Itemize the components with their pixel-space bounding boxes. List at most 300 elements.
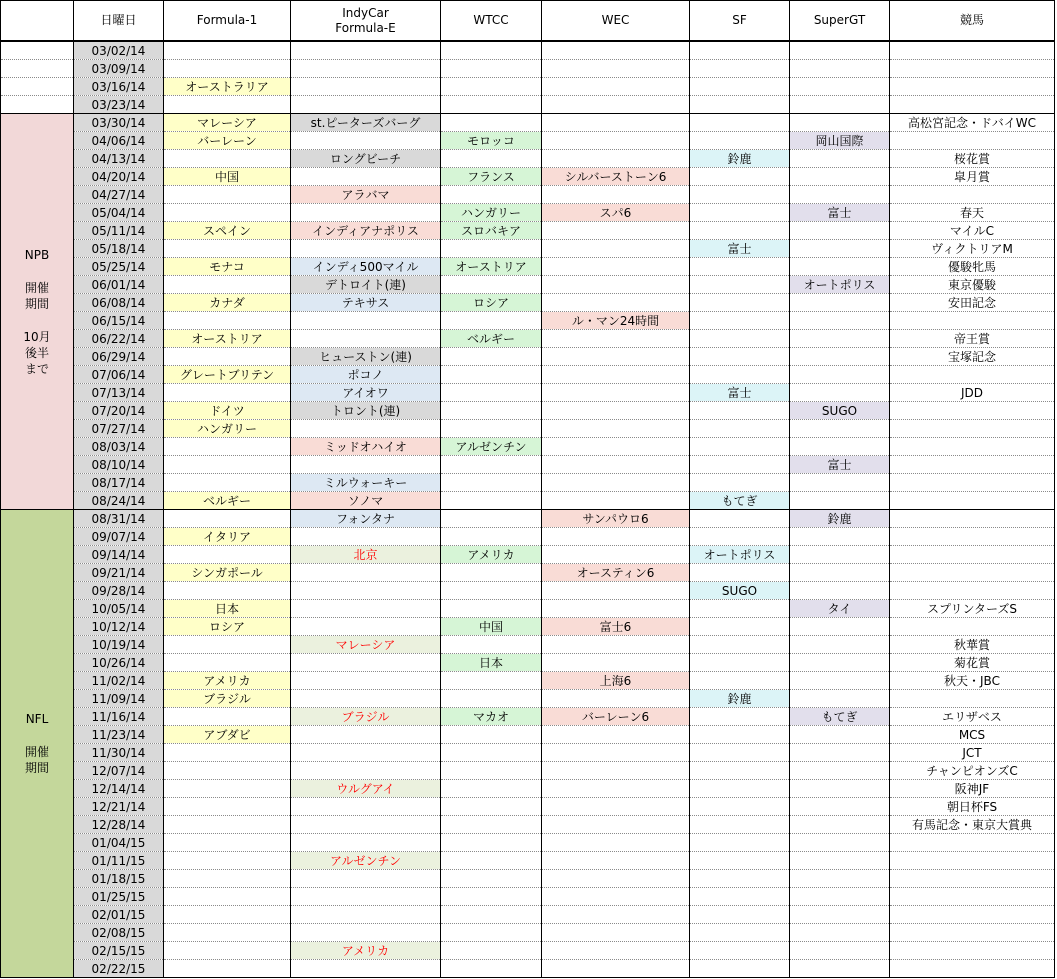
date-cell: 09/07/14 [74,528,164,546]
formula1-cell [164,240,291,258]
date-cell: 11/30/14 [74,744,164,762]
supergt-cell [790,726,890,744]
wtcc-cell [441,312,542,330]
formula1-cell: アブダビ [164,726,291,744]
wtcc-cell: マカオ [441,708,542,726]
wtcc-cell: アルゼンチン [441,438,542,456]
sf-cell: SUGO [690,582,790,600]
supergt-cell [790,222,890,240]
supergt-cell [790,672,890,690]
wec-cell [542,330,690,348]
wec-cell [542,780,690,798]
formula1-cell: グレートブリテン [164,366,291,384]
date-cell: 09/21/14 [74,564,164,582]
indycar-cell: ミッドオハイオ [291,438,441,456]
sf-cell [690,96,790,114]
table-row [1,78,1055,96]
keiba-cell [890,420,1055,438]
keiba-cell: 安田記念 [890,294,1055,312]
supergt-cell [790,888,890,906]
table-row [1,150,1055,168]
wec-cell [542,600,690,618]
indycar-cell: テキサス [291,294,441,312]
wec-cell: サンパウロ6 [542,510,690,528]
keiba-cell [890,942,1055,960]
wec-cell [542,41,690,60]
indycar-cell: ミルウォーキー [291,474,441,492]
indycar-cell: デトロイト(連) [291,276,441,294]
table-row [1,798,1055,816]
table-row [1,636,1055,654]
wtcc-cell [441,150,542,168]
sf-cell [690,114,790,132]
wec-cell [542,906,690,924]
wtcc-cell [441,348,542,366]
keiba-cell: 阪神JF [890,780,1055,798]
sf-cell [690,78,790,96]
date-cell: 07/13/14 [74,384,164,402]
wec-cell [542,78,690,96]
wtcc-cell: 中国 [441,618,542,636]
wec-cell [542,186,690,204]
period-label-line: NFL [25,712,49,726]
wec-cell [542,294,690,312]
formula1-cell: ブラジル [164,690,291,708]
sf-cell [690,312,790,330]
wtcc-cell: オーストリア [441,258,542,276]
sf-cell [690,60,790,78]
supergt-cell [790,636,890,654]
sf-cell: もてぎ [690,492,790,510]
wec-cell [542,150,690,168]
wec-cell [542,402,690,420]
table-row [1,510,1055,528]
wec-cell [542,240,690,258]
table-row [1,366,1055,384]
sf-cell [690,456,790,474]
date-cell: 12/21/14 [74,798,164,816]
wec-cell [542,636,690,654]
formula1-cell [164,456,291,474]
formula1-cell [164,276,291,294]
sf-cell [690,204,790,222]
date-cell: 06/22/14 [74,330,164,348]
wtcc-cell: モロッコ [441,132,542,150]
header-formulae: Formula-E [335,20,396,35]
table-row [1,222,1055,240]
wtcc-cell [441,474,542,492]
period-label-line [1,263,73,280]
supergt-cell [790,60,890,78]
indycar-cell: 北京 [291,546,441,564]
date-cell: 12/14/14 [74,780,164,798]
wec-cell [542,726,690,744]
table-row [1,888,1055,906]
formula1-cell [164,41,291,60]
calendar-body [1,41,1055,978]
table-row [1,960,1055,978]
table-row [1,276,1055,294]
wtcc-cell [441,816,542,834]
date-cell: 02/15/15 [74,942,164,960]
formula1-cell [164,96,291,114]
date-cell: 03/02/14 [74,41,164,60]
supergt-cell [790,114,890,132]
wtcc-cell [441,780,542,798]
keiba-cell: 春天 [890,204,1055,222]
table-row [1,672,1055,690]
wec-cell [542,492,690,510]
sf-cell [690,186,790,204]
wec-cell [542,348,690,366]
sf-cell: 富士 [690,240,790,258]
supergt-cell [790,474,890,492]
table-row [1,708,1055,726]
date-cell: 10/19/14 [74,636,164,654]
keiba-cell: エリザベス [890,708,1055,726]
formula1-cell [164,60,291,78]
date-cell: 06/01/14 [74,276,164,294]
wtcc-cell [441,672,542,690]
formula1-cell: 日本 [164,600,291,618]
wtcc-cell [441,888,542,906]
date-cell: 06/29/14 [74,348,164,366]
formula1-cell [164,150,291,168]
table-row [1,114,1055,132]
wec-cell [542,870,690,888]
wec-cell [542,276,690,294]
formula1-cell [164,708,291,726]
formula1-cell [164,960,291,978]
wec-cell [542,798,690,816]
sf-cell [690,330,790,348]
keiba-cell: JCT [890,744,1055,762]
keiba-cell [890,312,1055,330]
table-row [1,744,1055,762]
date-cell: 11/23/14 [74,726,164,744]
table-row [1,582,1055,600]
sf-cell [690,636,790,654]
sf-cell [690,798,790,816]
npb-period-label [1,114,74,510]
wtcc-cell [441,492,542,510]
date-cell: 05/04/14 [74,204,164,222]
supergt-cell [790,438,890,456]
keiba-cell [890,186,1055,204]
keiba-cell [890,924,1055,942]
keiba-cell: MCS [890,726,1055,744]
supergt-cell [790,690,890,708]
header-indycar-formulae [291,1,441,42]
supergt-cell [790,546,890,564]
keiba-cell: 桜花賞 [890,150,1055,168]
supergt-cell [790,798,890,816]
table-row [1,564,1055,582]
formula1-cell: マレーシア [164,114,291,132]
wtcc-cell [441,690,542,708]
indycar-cell [291,78,441,96]
supergt-cell [790,168,890,186]
date-cell: 05/25/14 [74,258,164,276]
indycar-cell [291,60,441,78]
wec-cell: 上海6 [542,672,690,690]
supergt-cell [790,366,890,384]
period-label-line: 開催 [24,745,49,759]
sf-cell [690,834,790,852]
period-label-line: まで [24,361,49,376]
sf-cell [690,528,790,546]
indycar-cell [291,204,441,222]
date-cell: 01/25/15 [74,888,164,906]
wtcc-cell [441,960,542,978]
supergt-cell: 鈴鹿 [790,510,890,528]
keiba-cell: スプリンターズS [890,600,1055,618]
wec-cell: スパ6 [542,204,690,222]
header-period [1,1,74,42]
wtcc-cell [441,41,542,60]
supergt-cell [790,942,890,960]
formula1-cell [164,636,291,654]
indycar-cell [291,41,441,60]
wtcc-cell: アメリカ [441,546,542,564]
table-row [1,96,1055,114]
keiba-cell: ヴィクトリアM [890,240,1055,258]
period-empty-cell [1,96,74,114]
date-cell: 05/18/14 [74,240,164,258]
indycar-cell [291,690,441,708]
formula1-cell [164,780,291,798]
sf-cell: 鈴鹿 [690,690,790,708]
supergt-cell [790,78,890,96]
table-row [1,402,1055,420]
table-row [1,528,1055,546]
table-row [1,132,1055,150]
wec-cell [542,834,690,852]
indycar-cell: ソノマ [291,492,441,510]
formula1-cell: ベルギー [164,492,291,510]
wtcc-cell [441,726,542,744]
indycar-cell [291,906,441,924]
keiba-cell [890,402,1055,420]
indycar-cell [291,240,441,258]
indycar-cell [291,726,441,744]
indycar-cell [291,456,441,474]
date-cell: 03/23/14 [74,96,164,114]
wtcc-cell [441,942,542,960]
indycar-cell [291,600,441,618]
supergt-cell [790,618,890,636]
formula1-cell [164,510,291,528]
keiba-cell: 菊花賞 [890,654,1055,672]
keiba-cell [890,78,1055,96]
wec-cell: 富士6 [542,618,690,636]
indycar-cell: トロント(連) [291,402,441,420]
formula1-cell: シンガポール [164,564,291,582]
wtcc-cell [441,528,542,546]
indycar-cell [291,420,441,438]
date-cell: 03/30/14 [74,114,164,132]
keiba-cell: 朝日杯FS [890,798,1055,816]
wtcc-cell [441,744,542,762]
supergt-cell: SUGO [790,402,890,420]
keiba-cell: 宝塚記念 [890,348,1055,366]
indycar-cell [291,744,441,762]
indycar-cell [291,870,441,888]
wec-cell: バーレーン6 [542,708,690,726]
date-cell: 11/02/14 [74,672,164,690]
date-cell: 03/16/14 [74,78,164,96]
supergt-cell [790,41,890,60]
keiba-cell: 皐月賞 [890,168,1055,186]
sf-cell [690,438,790,456]
supergt-cell [790,870,890,888]
wec-cell [542,924,690,942]
indycar-cell: マレーシア [291,636,441,654]
wtcc-cell [441,834,542,852]
period-empty-cell [1,60,74,78]
indycar-cell [291,312,441,330]
wtcc-cell [441,78,542,96]
formula1-cell: バーレーン [164,132,291,150]
sf-cell [690,420,790,438]
wtcc-cell [441,924,542,942]
sf-cell [690,294,790,312]
wtcc-cell: ベルギー [441,330,542,348]
sf-cell [690,672,790,690]
sf-cell [690,132,790,150]
date-cell: 05/11/14 [74,222,164,240]
formula1-cell: 中国 [164,168,291,186]
formula1-cell [164,312,291,330]
indycar-cell [291,672,441,690]
header-row [1,1,1055,42]
table-row [1,294,1055,312]
date-cell: 04/20/14 [74,168,164,186]
sf-cell [690,870,790,888]
wec-cell [542,744,690,762]
table-row [1,780,1055,798]
formula1-cell [164,816,291,834]
table-row [1,330,1055,348]
keiba-cell [890,438,1055,456]
formula1-cell [164,924,291,942]
table-row [1,420,1055,438]
wec-cell [542,690,690,708]
wtcc-cell [441,564,542,582]
sf-cell [690,906,790,924]
wec-cell [542,852,690,870]
keiba-cell: マイルC [890,222,1055,240]
keiba-cell [890,492,1055,510]
wtcc-cell [441,852,542,870]
wtcc-cell [441,402,542,420]
indycar-cell: アメリカ [291,942,441,960]
wtcc-cell [441,60,542,78]
table-row [1,186,1055,204]
date-cell: 01/04/15 [74,834,164,852]
sf-cell [690,654,790,672]
formula1-cell: スペイン [164,222,291,240]
wec-cell [542,222,690,240]
wtcc-cell [441,420,542,438]
indycar-cell [291,798,441,816]
keiba-cell: 帝王賞 [890,330,1055,348]
header-wtcc: WTCC [441,1,542,42]
supergt-cell: もてぎ [790,708,890,726]
sf-cell: 富士 [690,384,790,402]
header-formula1: Formula-1 [164,1,291,42]
wtcc-cell [441,114,542,132]
formula1-cell [164,438,291,456]
nfl-period-label [1,510,74,978]
wec-cell [542,456,690,474]
supergt-cell [790,150,890,168]
supergt-cell: 岡山国際 [790,132,890,150]
sf-cell [690,348,790,366]
indycar-cell [291,888,441,906]
date-cell: 10/05/14 [74,600,164,618]
keiba-cell: 東京優駿 [890,276,1055,294]
sf-cell [690,708,790,726]
keiba-cell: 有馬記念・東京大賞典 [890,816,1055,834]
supergt-cell [790,528,890,546]
wec-cell: オースティン6 [542,564,690,582]
formula1-cell [164,852,291,870]
indycar-cell [291,564,441,582]
wec-cell [542,960,690,978]
formula1-cell: オーストラリア [164,78,291,96]
wtcc-cell [441,240,542,258]
sf-cell [690,888,790,906]
supergt-cell [790,186,890,204]
wtcc-cell [441,186,542,204]
wec-cell: シルバーストーン6 [542,168,690,186]
wtcc-cell [441,870,542,888]
wec-cell [542,762,690,780]
formula1-cell [164,654,291,672]
wtcc-cell [441,762,542,780]
date-cell: 08/31/14 [74,510,164,528]
indycar-cell [291,924,441,942]
table-row [1,492,1055,510]
date-cell: 04/13/14 [74,150,164,168]
sf-cell [690,366,790,384]
date-cell: 08/17/14 [74,474,164,492]
supergt-cell [790,906,890,924]
indycar-cell [291,762,441,780]
wtcc-cell: スロバキア [441,222,542,240]
wec-cell [542,528,690,546]
table-row [1,600,1055,618]
sf-cell [690,600,790,618]
sf-cell: 鈴鹿 [690,150,790,168]
keiba-cell: 秋華賞 [890,636,1055,654]
formula1-cell [164,798,291,816]
table-row [1,474,1055,492]
wec-cell [542,546,690,564]
wec-cell [542,258,690,276]
supergt-cell [790,492,890,510]
supergt-cell: 富士 [790,204,890,222]
formula1-cell [164,744,291,762]
table-row [1,438,1055,456]
keiba-cell [890,888,1055,906]
formula1-cell [164,870,291,888]
wec-cell [542,474,690,492]
date-cell: 07/20/14 [74,402,164,420]
wec-cell [542,96,690,114]
formula1-cell: ロシア [164,618,291,636]
